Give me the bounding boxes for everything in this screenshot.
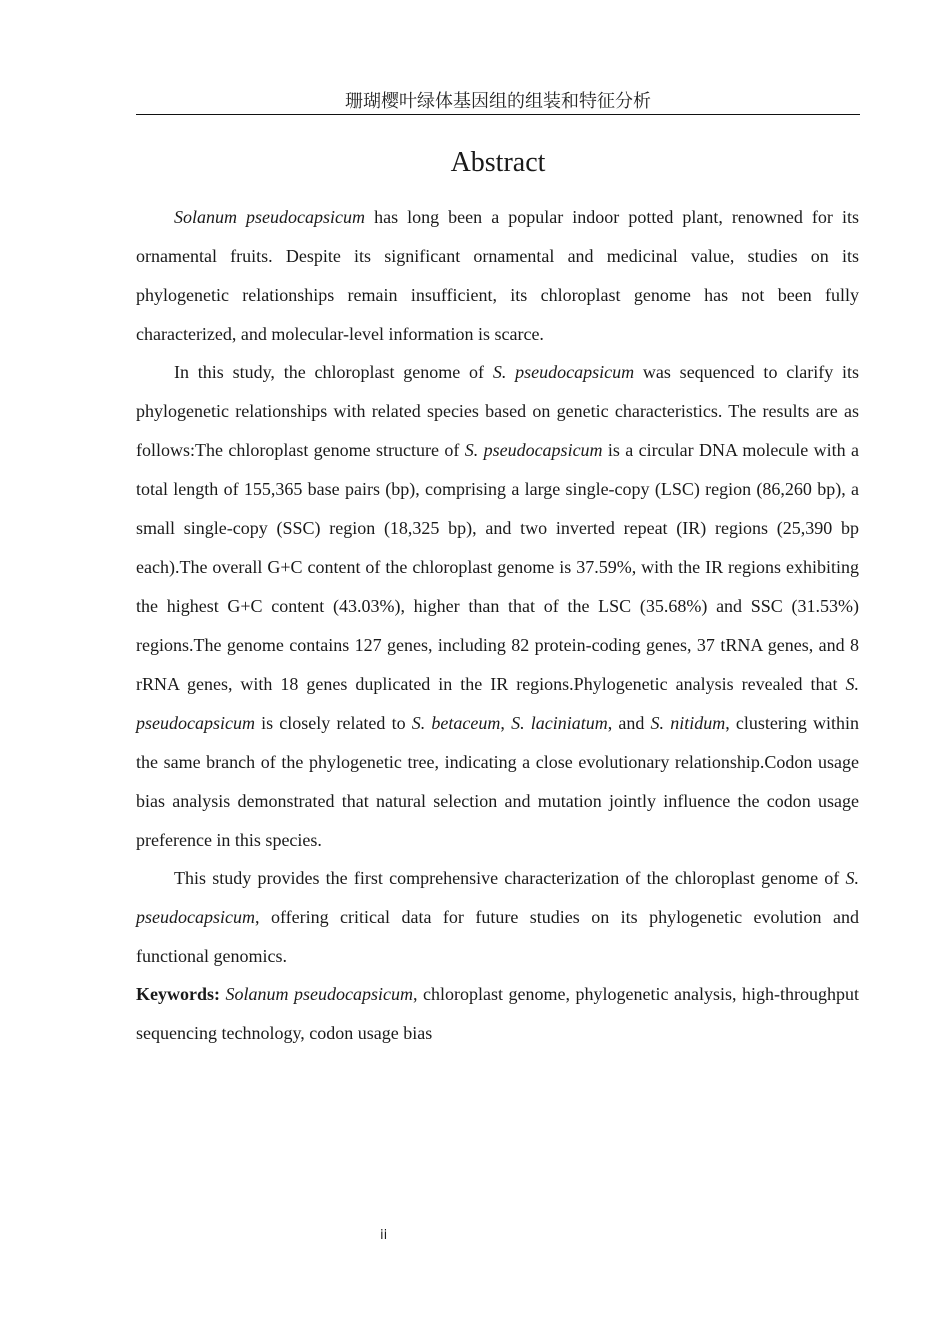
species-name: Solanum pseudocapsicum — [174, 207, 366, 227]
species-name: S. pseudocapsicum — [464, 440, 603, 460]
keywords-paragraph — [136, 975, 859, 1053]
text-run: , chloroplast genome, phylogenetic analysis, high-throughput sequencing technology, codon usage bias — [136, 984, 859, 1043]
abstract-paragraph — [136, 859, 859, 976]
page-number: ii — [380, 1228, 388, 1243]
text-run: , and — [607, 713, 651, 733]
text-run: , — [500, 713, 512, 733]
species-name: S. laciniatum — [511, 713, 608, 733]
abstract-body — [136, 198, 859, 1053]
abstract-paragraph — [136, 353, 859, 860]
species-name: S. pseudocapsicum — [492, 362, 635, 382]
header-divider — [136, 114, 860, 115]
text-run: This study provides the first comprehensive characterization of the chloroplast genome of — [174, 868, 846, 888]
species-name: S. pseudocapsicum — [136, 674, 859, 733]
species-name: Solanum pseudocapsicum — [225, 984, 414, 1004]
text-run: , offering critical data for future studies on its phylogenetic evolution and functional genomics. — [136, 907, 859, 966]
species-name: S. pseudocapsicum — [136, 868, 859, 927]
text-run: In this study, the chloroplast genome of — [174, 362, 493, 382]
keywords-label: Keywords: — [136, 984, 220, 1004]
species-name: S. betaceum — [411, 713, 501, 733]
keywords-text — [136, 984, 859, 1043]
running-header: 珊瑚樱叶绿体基因组的组装和特征分析 — [345, 91, 651, 112]
text-run: was sequenced to clarify its phylogenetic relationships with related species based on genetic characteristics. The results are as follows:The chloroplast genome structure of — [136, 362, 859, 460]
abstract-paragraph — [136, 198, 859, 354]
text-run: has long been a popular indoor potted plant, renowned for its ornamental fruits. Despite its significant ornamental and medicinal value, studies on its phylogenetic relationships remain insufficient, its chloroplast genome has not been fully characterized, and molecular-level information is scarce. — [136, 207, 859, 344]
species-name: S. nitidum — [650, 713, 726, 733]
abstract-title: Abstract — [450, 147, 546, 178]
text-run: is a circular DNA molecule with a total length of 155,365 base pairs (bp), comprising a large single-copy (LSC) region (86,260 bp), a small single-copy (SSC) region (18,325 bp), and two inverted repeat (IR) regions (25,390 bp each).The overall G+C content of the chloroplast genome is 37.59%, with the IR regions exhibiting the highest G+C content (43.03%), higher than that of the LSC (35.68%) and SSC (31.53%) regions.The genome contains 127 genes, including 82 protein-coding genes, 37 tRNA genes, and 8 rRNA genes, with 18 genes duplicated in the IR regions.Phylogenetic analysis revealed that — [136, 440, 859, 694]
text-run: is closely related to — [254, 713, 412, 733]
text-run: , clustering within the same branch of the phylogenetic tree, indicating a close evolutionary relationship.Codon usage bias analysis demonstrated that natural selection and mutation jointly influence the codon usage preference in this species. — [136, 713, 860, 850]
